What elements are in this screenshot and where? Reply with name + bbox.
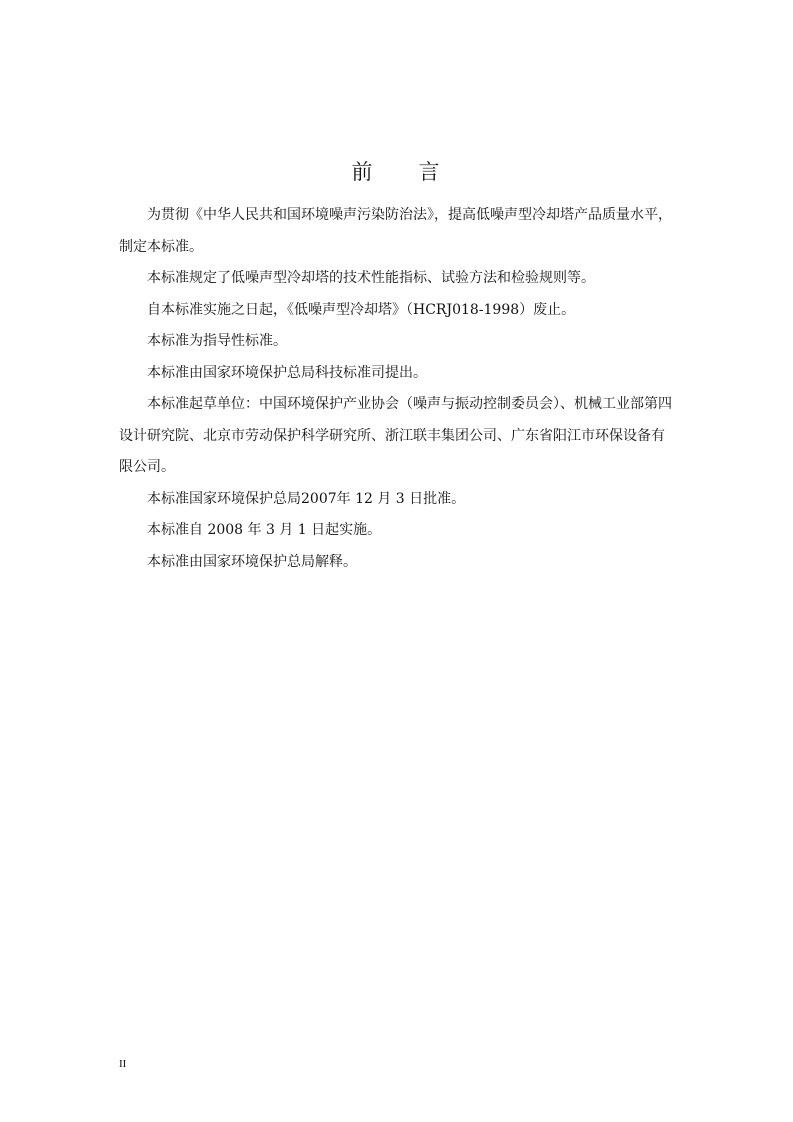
foreword-body — [119, 200, 675, 578]
paragraph-nature: 本标准为指导性标准。 — [147, 333, 287, 349]
paragraph-purpose: 为贯彻《中华人民共和国环境噪声污染防治法》，提高低噪声型冷却塔产品质量水平，制定本标准。 — [119, 207, 672, 255]
paragraph-supersede: 自本标准实施之日起，《低噪声型冷却塔》（HCRJ018-1998）废止。 — [147, 301, 576, 318]
paragraph-effective: 本标准自 2008 年 3 月 1 日起实施。 — [147, 522, 382, 538]
title-char-2: 言 — [418, 160, 442, 184]
title-char-1: 前 — [351, 160, 375, 184]
page-number: II — [119, 1058, 127, 1070]
paragraph-scope: 本标准规定了低噪声型冷却塔的技术性能指标、试验方法和检验规则等。 — [147, 270, 595, 286]
paragraph-interpretation: 本标准由国家环境保护总局解释。 — [147, 553, 357, 570]
page-title — [0, 156, 793, 186]
paragraph-drafters: 本标准起草单位：中国环境保护产业协会（噪声与振动控制委员会）、机械工业部第四设计研究院、北京市劳动保护科学研究所、浙江联丰集团公司、广东省阳江市环保设备有限公司。 — [119, 396, 672, 475]
paragraph-approval: 本标准国家环境保护总局2007年 12 月 3 日批准。 — [147, 490, 466, 507]
paragraph-proposer: 本标准由国家环境保护总局科技标准司提出。 — [147, 364, 427, 381]
